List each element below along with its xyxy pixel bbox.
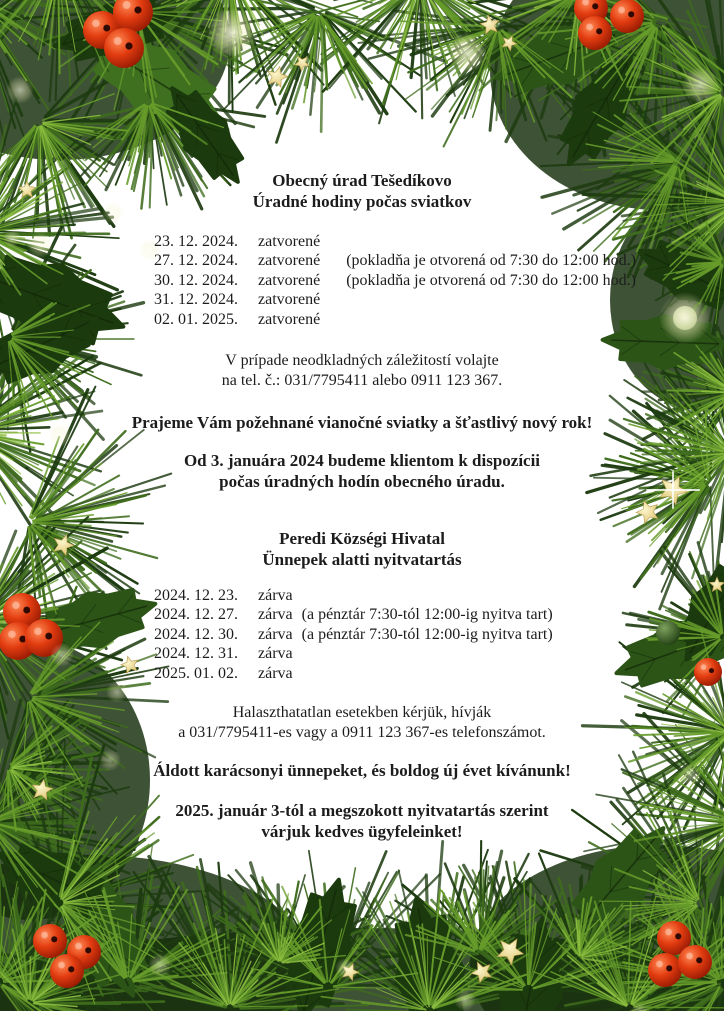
schedule-row (154, 586, 553, 605)
row-date: 31. 12. 2024. (154, 291, 238, 309)
hu-resume-line1: 2025. január 3-tól a megszokott nyitvatartás szerint (175, 801, 549, 820)
hu-contact-line2: a 031/7795411-es vagy a 0911 123 367-es telefonszámot. (178, 724, 546, 741)
hu-wish: Áldott karácsonyi ünnepeket, és boldog új évet kívánunk! (153, 761, 571, 780)
row-date: 2025. 01. 02. (154, 664, 238, 682)
row-note: (pokladňa je otvorená od 7:30 do 12:00 hod.) (346, 271, 636, 289)
hu-schedule (154, 586, 553, 683)
hu-title (0, 528, 724, 570)
sk-resume-line1: Od 3. januára 2024 budeme klientom k dispozícii (183, 451, 541, 470)
hu-title-line2: Ünnepek alatti nyitvatartás (262, 550, 462, 569)
row-date: 30. 12. 2024. (154, 271, 238, 289)
sk-title (0, 170, 724, 212)
row-note: (a pénztár 7:30-tól 12:00-ig nyitva tart) (301, 625, 553, 643)
sk-schedule (154, 232, 636, 329)
schedule-row (154, 290, 636, 309)
row-status: zatvorené (258, 271, 321, 289)
row-status: zárva (258, 587, 293, 604)
sk-contact (0, 351, 724, 391)
schedule-row (154, 605, 553, 624)
hu-contact-line1: Halaszthatatlan esetekben kérjük, hívják (232, 704, 492, 721)
sk-resume (0, 450, 724, 492)
row-status: zárva (258, 625, 293, 643)
row-note: (a pénztár 7:30-tól 12:00-ig nyitva tart) (301, 606, 553, 624)
hu-resume (0, 800, 724, 842)
sk-resume-line2: počas úradných hodín obecného úradu. (219, 472, 505, 491)
schedule-row (154, 310, 636, 329)
sk-wish: Prajeme Vám požehnané vianočné sviatky a šťastlivý nový rok! (131, 413, 593, 432)
row-status: zatvorené (258, 291, 321, 309)
row-note: (pokladňa je otvorená od 7:30 do 12:00 hod.) (346, 252, 636, 270)
row-status: zárva (258, 645, 293, 663)
row-date: 2024. 12. 31. (154, 645, 238, 663)
row-status: zárva (258, 664, 293, 682)
sk-contact-line1: V prípade neodkladných záležitostí volajte (225, 352, 499, 369)
row-status: zatvorené (258, 233, 321, 250)
schedule-row (154, 271, 636, 290)
row-date: 2024. 12. 27. (154, 606, 238, 624)
row-status: zatvorené (258, 252, 321, 270)
sk-title-line2: Úradné hodiny počas sviatkov (252, 192, 472, 211)
row-date: 2024. 12. 30. (154, 625, 238, 643)
hu-title-line1: Peredi Községi Hivatal (279, 529, 445, 548)
hu-resume-line2: várjuk kedves ügyfeleinket! (261, 822, 463, 841)
row-status: zárva (258, 606, 293, 624)
schedule-row (154, 232, 636, 251)
schedule-row (154, 251, 636, 270)
schedule-row (154, 664, 553, 683)
row-date: 23. 12. 2024. (154, 233, 238, 250)
row-date: 02. 01. 2025. (154, 310, 238, 328)
sk-contact-line2: na tel. č.: 031/7795411 alebo 0911 123 367. (221, 372, 503, 389)
schedule-row (154, 625, 553, 644)
row-date: 2024. 12. 23. (154, 587, 238, 604)
row-date: 27. 12. 2024. (154, 252, 238, 270)
schedule-row (154, 644, 553, 663)
row-status: zatvorené (258, 310, 321, 328)
hu-contact (0, 703, 724, 743)
sk-title-line1: Obecný úrad Tešedíkovo (272, 171, 452, 190)
